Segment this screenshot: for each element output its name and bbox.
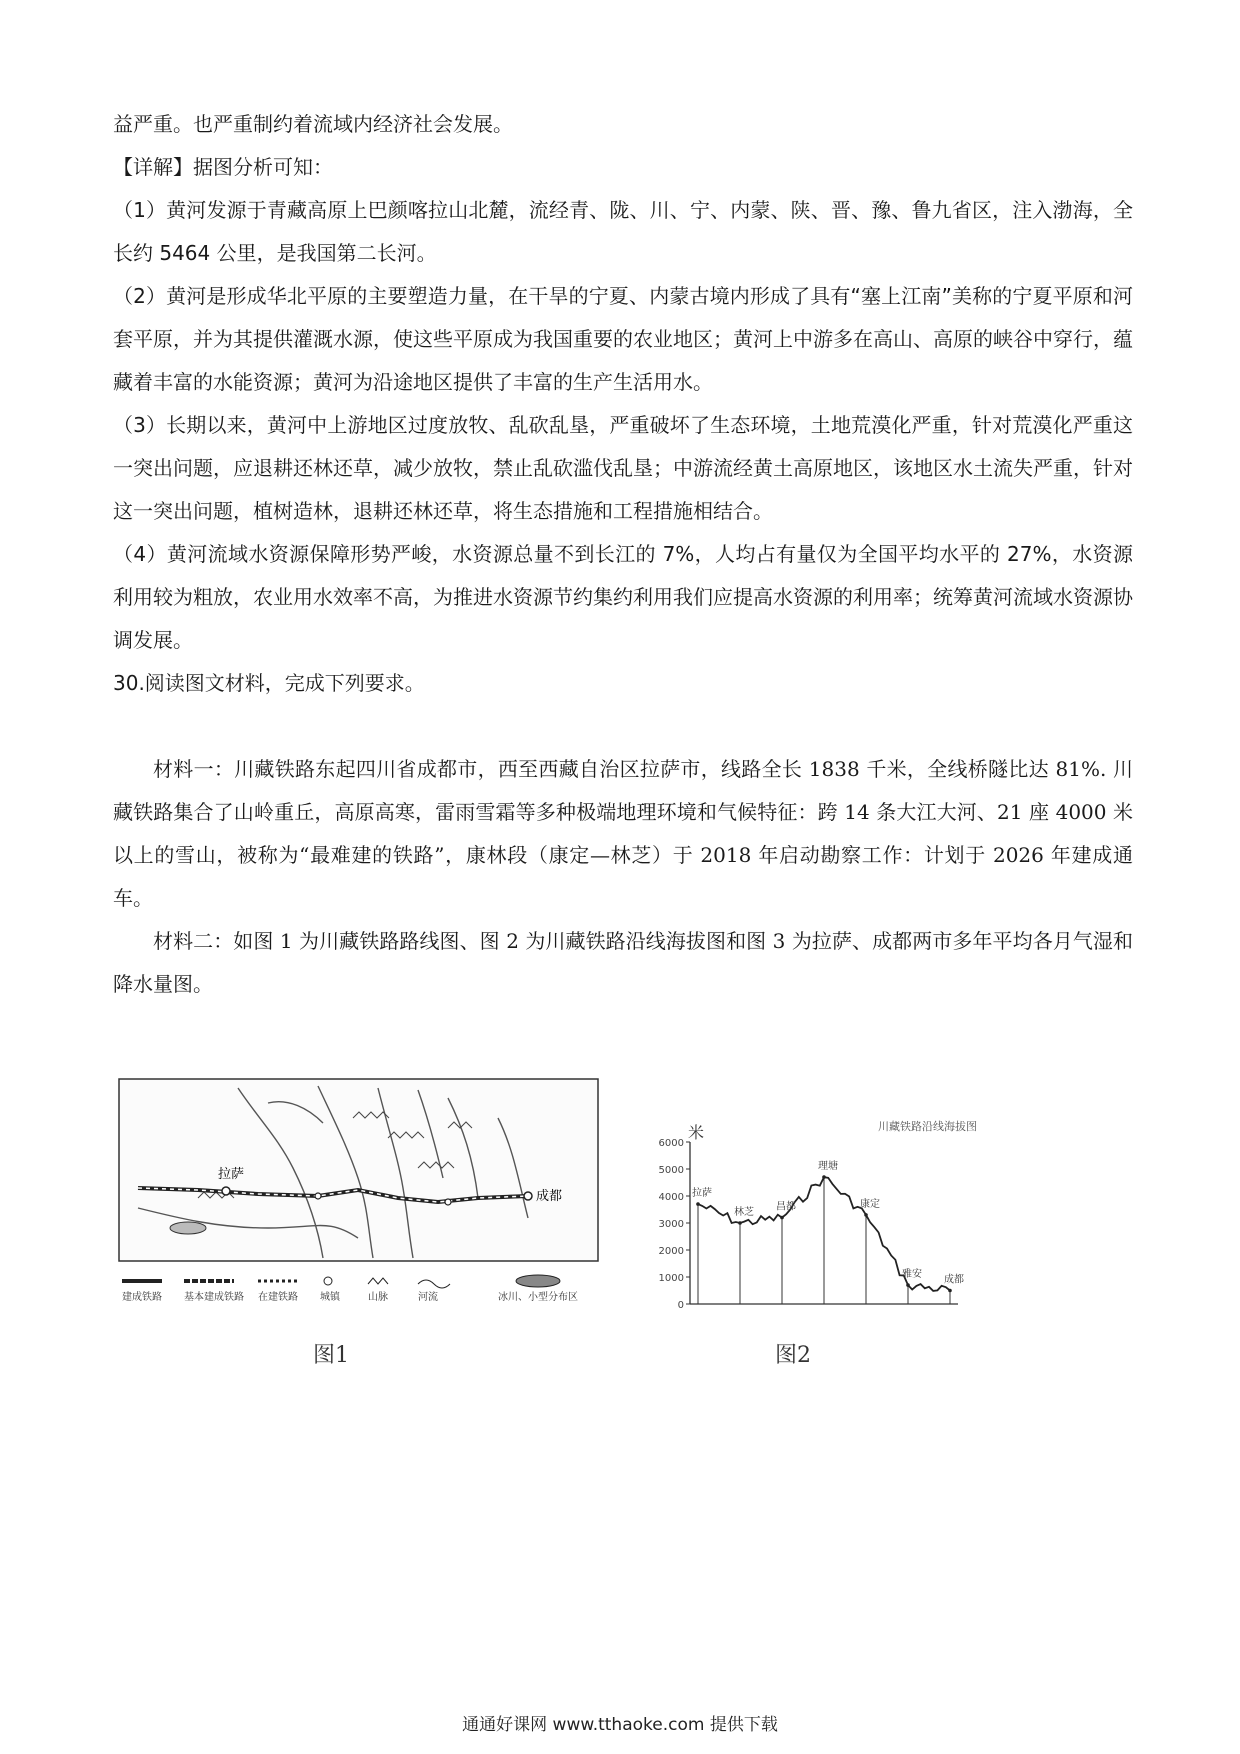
chengdu-label: 成都 [536, 1189, 563, 1204]
answer-text [113, 103, 1133, 705]
y-tick-label: 2000 [658, 1246, 684, 1257]
figure-2-elevation-chart [648, 1112, 998, 1318]
y-tick-label: 5000 [658, 1165, 684, 1176]
chart-title: 川藏铁路沿线海拔图 [878, 1120, 977, 1133]
station-point [822, 1175, 826, 1179]
figure-1-route-map [118, 1078, 600, 1318]
station-point [948, 1289, 952, 1293]
material-2: 材料二：如图 1 为川藏铁路路线图、图 2 为川藏铁路沿线海拔图和图 3 为拉萨、成都两市多年平均各月气湿和降水量图。 [113, 929, 1133, 996]
legend-glacier: 冰川、小型分布区 [498, 1292, 578, 1303]
station-label: 昌都 [776, 1201, 796, 1213]
legend-town: 城镇 [320, 1292, 340, 1303]
chengdu-marker [524, 1192, 532, 1200]
lhasa-marker [222, 1187, 230, 1195]
legend-river: 河流 [418, 1292, 438, 1303]
station-label: 成都 [944, 1274, 964, 1286]
detail-heading: 【详解】据图分析可知： [113, 155, 333, 179]
station-label: 雅安 [902, 1269, 922, 1281]
materials [113, 748, 1133, 1006]
nyingchi-marker [315, 1193, 321, 1199]
legend-under-construction: 在建铁路 [258, 1292, 298, 1303]
y-tick-label: 1000 [658, 1273, 684, 1284]
figure-1-caption: 图1 [313, 1343, 349, 1368]
page-footer: 通通好课网 www.tthaoke.com 提供下载 [462, 1715, 778, 1735]
question-30: 30.阅读图文材料，完成下列要求。 [113, 671, 425, 695]
station-label: 理塘 [818, 1161, 838, 1173]
y-tick-label: 0 [677, 1300, 684, 1311]
lake [170, 1222, 206, 1234]
legend-mountain: 山脉 [368, 1292, 388, 1303]
station-label: 林芝 [734, 1207, 754, 1218]
station-point [696, 1202, 700, 1206]
station-label: 拉萨 [692, 1188, 712, 1200]
station-point [906, 1283, 910, 1287]
station-point [738, 1221, 742, 1225]
y-tick-label: 3000 [658, 1219, 684, 1230]
legend-built-railway: 建成铁路 [122, 1292, 162, 1303]
material-1: 材料一：川藏铁路东起四川省成都市，西至西藏自治区拉萨市，线路全长 1838 千米，全线桥隧比达 81%. 川藏铁路集合了山岭重丘，高原高寒，雷雨雪霜等多种极端地理环境和气候特征：跨 14 条大江大河、21 座 4000 米以上的雪山，被称为“最难建的铁路”，康林段（康定—林芝）于 2018 年启动勘察工作：计划于 2026 年建成通车。 [113, 757, 1133, 910]
answer-2: （2）黄河是形成华北平原的主要塑造力量，在干旱的宁夏、内蒙古境内形成了具有“塞上江南”美称的宁夏平原和河套平原，并为其提供灌溉水源，使这些平原成为我国重要的农业地区；黄河上中游多在高山、高原的峡谷中穿行，蕴藏着丰富的水能资源；黄河为沿途地区提供了丰富的生产生活用水。 [113, 284, 1133, 394]
paragraph-continuation: 益严重。也严重制约着流域内经济社会发展。 [113, 112, 513, 136]
answer-3: （3）长期以来，黄河中上游地区过度放牧、乱砍乱垦，严重破坏了生态环境，土地荒漠化严重，针对荒漠化严重这一突出问题，应退耕还林还草，减少放牧，禁止乱砍滥伐乱垦；中游流经黄土高原地区，该地区水土流失严重，针对这一突出问题，植树造林，退耕还林还草，将生态措施和工程措施相结合。 [113, 413, 1133, 523]
kangding-marker [445, 1199, 451, 1205]
answer-4: （4）黄河流域水资源保障形势严峻，水资源总量不到长江的 7%，人均占有量仅为全国平均水平的 27%，水资源利用较为粗放，农业用水效率不高，为推进水资源节约集约利用我们应提高水资源的利用率；统筹黄河流域水资源协调发展。 [113, 542, 1133, 652]
answer-1: （1）黄河发源于青藏高原上巴颜喀拉山北麓，流经青、陇、川、宁、内蒙、陕、晋、豫、鲁九省区，注入渤海，全长约 5464 公里，是我国第二长河。 [113, 198, 1133, 265]
station-point [864, 1213, 868, 1217]
lhasa-label: 拉萨 [218, 1167, 245, 1182]
y-tick-label: 6000 [658, 1138, 684, 1149]
figure-2-caption: 图2 [775, 1343, 811, 1368]
station-point [780, 1216, 784, 1220]
legend-town-symbol [324, 1277, 332, 1285]
y-tick-label: 4000 [658, 1192, 684, 1203]
y-unit-label: 米 [688, 1123, 705, 1142]
legend-mostly-built: 基本建成铁路 [184, 1292, 244, 1303]
station-label: 康定 [860, 1198, 880, 1210]
legend-glacier-symbol [516, 1275, 560, 1287]
